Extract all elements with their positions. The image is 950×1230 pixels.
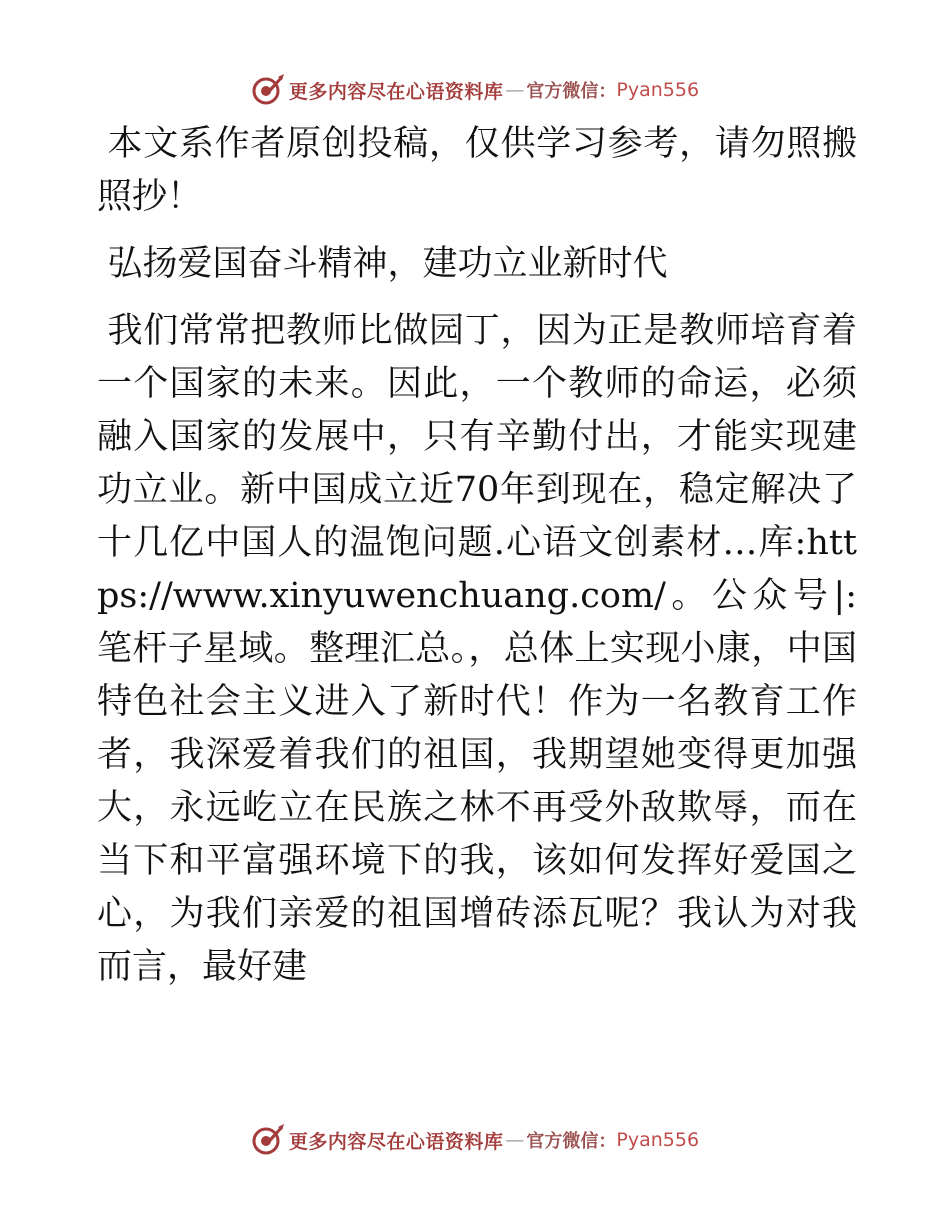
banner-separator: —	[505, 79, 525, 101]
header-banner	[0, 70, 950, 110]
footer-banner	[0, 1120, 950, 1160]
document-content	[97, 118, 857, 994]
banner-separator: —	[505, 1129, 525, 1151]
banner-wechat-label: 官方微信：	[526, 1131, 617, 1152]
banner-wechat-id: Pyan556	[616, 1129, 700, 1151]
banner-wechat-label: 官方微信：	[526, 81, 617, 102]
article-title: 弘扬爱国奋斗精神，建功立业新时代	[107, 244, 668, 284]
banner-title: 更多内容尽在心语资料库	[288, 1130, 504, 1153]
article-body: 我们常常把教师比做园丁，因为正是教师培育着一个国家的未来。因此，一个教师的命运，必须融入国家的发展中，只有辛勤付出，才能实现建功立业。新中国成立近70年到现在，稳定解决了十几亿中国人的温饱问题.心语文创素材…库:https://www.xinyuwenchuang.com/。公众号|: 笔杆子星域。整理汇总。，总体上实现小康，中国特色社会主义进入了新时代！作为一名教育工作者，我深爱着我们的祖国，我期望她变得更加强大，永远屹立在民族之林不再受外敌欺辱，而在当下和平富强环境下的我，该如何发挥好爱国之心，为我们亲爱的祖国增砖添瓦呢？我认为对我而言，最好建	[97, 311, 857, 987]
quill-logo-icon	[251, 1123, 285, 1157]
banner-title: 更多内容尽在心语资料库	[288, 80, 504, 103]
quill-logo-icon	[251, 73, 285, 107]
copyright-notice: 本文系作者原创投稿，仅供学习参考，请勿照搬照抄！	[97, 124, 857, 217]
banner-wechat-id: Pyan556	[616, 79, 700, 101]
